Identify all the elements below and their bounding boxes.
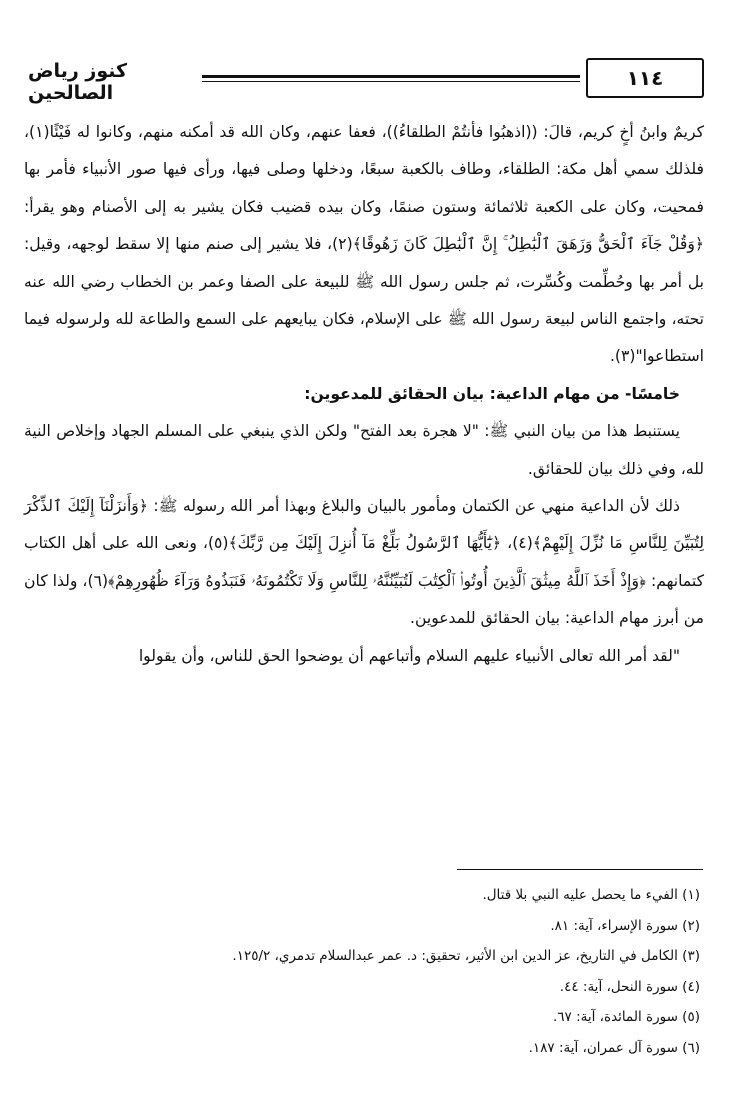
paragraph-3: ذلك لأن الداعية منهي عن الكتمان ومأمور بالبيان والبلاغ وبهذا أمر الله رسوله ﷺ: ﴿وَأَنزَلْنَآ إِلَيْكَ ٱلذِّكْرَ لِتُبَيِّنَ لِلنَّاسِ مَا نُزِّلَ إِلَيْهِمْ﴾(٤)، ﴿يَٰٓأَيُّهَا ٱلرَّسُولُ بَلِّغْ مَآ أُنزِلَ إِلَيْكَ مِن رَّبِّكَ﴾(٥)، ونعى الله على أهل الكتاب كتمانهم: ﴿وَإِذْ أَخَذَ ٱللَّهُ مِيثَٰقَ ٱلَّذِينَ أُوتُوا۟ ٱلْكِتَٰبَ لَتُبَيِّنُنَّهُۥ لِلنَّاسِ وَلَا تَكْتُمُونَهُۥ فَنَبَذُوهُ وَرَآءَ ظُهُورِهِمْ﴾(٦)، ولذا كان من أبرز مهام الداعية: بيان الحقائق للمدعوين.: [24, 497, 704, 628]
paragraph-2: يستنبط هذا من بيان النبي ﷺ: "لا هجرة بعد الفتح" ولكن الذي ينبغي على المسلم الجهاد وإخلاص النية لله، وفي ذلك بيان للحقائق.: [24, 422, 704, 478]
header-rule-thin: [202, 81, 580, 82]
footnote: (٤) سورة النحل، آية: ٤٤.: [559, 978, 700, 995]
footnote: (٦) سورة آل عمران، آية: ١٨٧.: [528, 1039, 700, 1056]
book-title: كنوز رياض الصالحين: [28, 60, 128, 104]
footnotes: [24, 880, 700, 1064]
paragraph-1: كريمٌ وابنُ أخٍ كريم، قالَ: ((اذهبُوا فأنتُمْ الطلقاءُ))، فعفا عنهم، وكان الله قد أمكنه منهم، وكانوا له فَيْئًا(١)، فلذلك سمي أهل مكة: الطلقاء، وطاف بالكعبة سبعًا، ودخلها وصلى فيها، ورأى فيها صور الأنبياء فأمر بها فمحيت، وكان على الكعبة ثلاثمائة وستون صنمًا، وكان بيده قضيب فكان يشير به إلى الأصنام وهو يقرأ: ﴿وَقُلْ جَآءَ ٱلْحَقُّ وَزَهَقَ ٱلْبَٰطِلُ ۚ إِنَّ ٱلْبَٰطِلَ كَانَ زَهُوقًا﴾(٢)، فلا يشير إلى صنم منها إلا سقط لوجهه، وقيل: بل أمر بها وحُطِّمت وكُسِّرت، ثم جلس رسول الله ﷺ للبيعة على الصفا وعمر بن الخطاب رضي الله عنه تحته، واجتمع الناس لبيعة رسول الله ﷺ على الإسلام، فكان يبايعهم على السمع والطاعة لله ولرسوله فيما استطاعوا"(٣).: [24, 123, 704, 366]
paragraph-4: "لقد أمر الله تعالى الأنبياء عليهم السلام وأتباعهم أن يوضحوا الحق للناس، وأن يقولوا: [138, 646, 680, 665]
footnote: (٢) سورة الإسراء، آية: ٨١.: [550, 917, 700, 934]
body-text: [24, 114, 704, 675]
footnote: (١) الفيء ما يحصل عليه النبي بلا قتال.: [482, 887, 700, 903]
footnote: (٥) سورة المائدة، آية: ٦٧.: [552, 1009, 700, 1026]
section-heading: خامسًا- من مهام الداعية: بيان الحقائق للمدعوين:: [304, 384, 680, 403]
page-header: [28, 54, 704, 102]
footnote: (٣) الكامل في التاريخ، عز الدين ابن الأثير، تحقيق: د. عمر عبدالسلام تدمري، ١٢٥/٢.: [232, 948, 700, 965]
footnote-separator: [457, 869, 703, 870]
page-number: ١١٤: [586, 58, 704, 98]
